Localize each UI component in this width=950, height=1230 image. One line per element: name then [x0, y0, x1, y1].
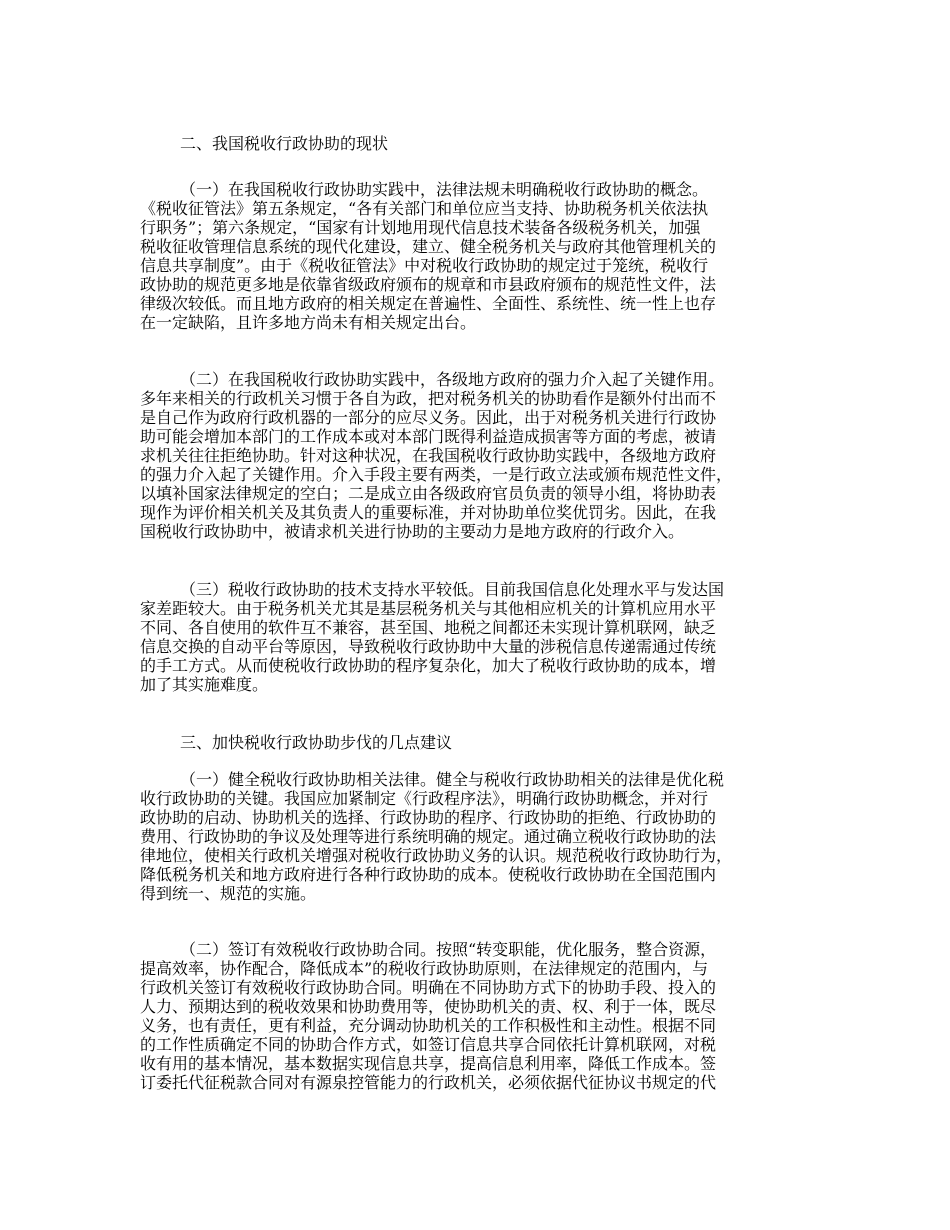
paragraph-line: （二）签订有效税收行政协助合同。按照“转变职能，优化服务，整合资源， — [180, 940, 717, 959]
paragraph-status-3 — [140, 580, 816, 694]
paragraph-line: 政协助的启动、协助机关的选择、行政协助的程序、行政协助的拒绝、行政协助的 — [140, 808, 717, 827]
paragraph-line: 信息交换的自动平台等原因，导致税收行政协助中大量的涉税信息传递需通过传统 — [140, 637, 717, 656]
paragraph-line: 行职务”；第六条规定，“国家有计划地用现代信息技术装备各级税务机关，加强 — [140, 218, 701, 237]
paragraph-line: 律级次较低。而且地方政府的相关规定在普遍性、全面性、系统性、统一性上也存 — [140, 294, 717, 313]
paragraph-line: 律地位，使相关行政机关增强对税收行政协助义务的认识。规范税收行政协助行为， — [140, 846, 733, 865]
paragraph-suggestion-2 — [140, 940, 816, 1092]
paragraph-line: 国税收行政协助中，被请求机关进行协助的主要动力是地方政府的行政介入。 — [140, 522, 685, 541]
paragraph-line: 的手工方式。从而使税收行政协助的程序复杂化，加大了税收行政协助的成本，增 — [140, 656, 717, 675]
paragraph-line: 求机关往往拒绝协助。针对这种状况，在我国税收行政协助实践中，各级地方政府 — [140, 446, 717, 465]
section-heading-suggestions: 三、加快税收行政协助步伐的几点建议 — [180, 733, 453, 752]
paragraph-line: 的工作性质确定不同的协助合作方式，如签订信息共享合同依托计算机联网，对税 — [140, 1035, 717, 1054]
paragraph-line: 收有用的基本情况，基本数据实现信息共享，提高信息利用率，降低工作成本。签 — [140, 1054, 717, 1073]
paragraph-line: 的强力介入起了关键作用。介入手段主要有两类，一是行政立法或颁布规范性文件， — [140, 465, 733, 484]
paragraph-line: 是自己作为政府行政机器的一部分的应尽义务。因此，出于对税务机关进行行政协 — [140, 408, 717, 427]
paragraph-line: （二）在我国税收行政协助实践中，各级地方政府的强力介入起了关键作用。 — [180, 370, 725, 389]
paragraph-line: 不同、各自使用的软件互不兼容，甚至国、地税之间都还未实现计算机联网，缺乏 — [140, 618, 717, 637]
paragraph-line: 助可能会增加本部门的工作成本或对本部门既得利益造成损害等方面的考虑，被请 — [140, 427, 717, 446]
paragraph-line: 现作为评价相关机关及其负责人的重要标准，并对协助单位奖优罚劣。因此，在我 — [140, 503, 717, 522]
paragraph-line: 义务，也有责任，更有利益，充分调动协助机关的工作积极性和主动性。根据不同 — [140, 1016, 717, 1035]
paragraph-line: 多年来相关的行政机关习惯于各自为政，把对税务机关的协助看作是额外付出而不 — [140, 389, 717, 408]
paragraph-line: 降低税务机关和地方政府进行各种行政协助的成本。使税收行政协助在全国范围内 — [140, 865, 717, 884]
paragraph-line: 费用、行政协助的争议及处理等进行系统明确的规定。通过确立税收行政协助的法 — [140, 827, 717, 846]
paragraph-line: 订委托代征税款合同对有源泉控管能力的行政机关，必须依据代征协议书规定的代 — [140, 1073, 717, 1092]
paragraph-line: 人力、预期达到的税收效果和协助费用等，使协助机关的责、权、利于一体，既尽 — [140, 997, 717, 1016]
paragraph-line: 家差距较大。由于税务机关尤其是基层税务机关与其他相应机关的计算机应用水平 — [140, 599, 717, 618]
paragraph-status-2 — [140, 370, 816, 541]
paragraph-line: 信息共享制度”。由于《税收征管法》中对税收行政协助的规定过于笼统，税收行 — [140, 256, 709, 275]
paragraph-line: 收行政协助的关键。我国应加紧制定《行政程序法》，明确行政协助概念，并对行 — [140, 789, 709, 808]
paragraph-line: 加了其实施难度。 — [140, 675, 269, 694]
paragraph-line: （一）健全税收行政协助相关法律。健全与税收行政协助相关的法律是优化税 — [180, 770, 725, 789]
paragraph-line: 《税收征管法》第五条规定，“各有关部门和单位应当支持、协助税务机关依法执 — [140, 199, 709, 218]
paragraph-line: 政协助的规范更多地是依靠省级政府颁布的规章和市县政府颁布的规范性文件，法 — [140, 275, 717, 294]
paragraph-line: 以填补国家法律规定的空白；二是成立由各级政府官员负责的领导小组，将协助表 — [140, 484, 717, 503]
paragraph-line: 提高效率，协作配合，降低成本”的税收行政协助原则，在法律规定的范围内，与 — [140, 959, 709, 978]
paragraph-status-1 — [140, 180, 816, 332]
paragraph-suggestion-1 — [140, 770, 816, 903]
paragraph-line: 税收征收管理信息系统的现代化建设，建立、健全税务机关与政府其他管理机关的 — [140, 237, 717, 256]
paragraph-line: 得到统一、规范的实施。 — [140, 884, 317, 903]
paragraph-line: 行政机关签订有效税收行政协助合同。明确在不同协助方式下的协助手段、投入的 — [140, 978, 717, 997]
section-heading-status: 二、我国税收行政协助的现状 — [180, 134, 389, 153]
paragraph-line: 在一定缺陷，且许多地方尚未有相关规定出台。 — [140, 313, 477, 332]
paragraph-line: （三）税收行政协助的技术支持水平较低。目前我国信息化处理水平与发达国 — [180, 580, 725, 599]
paragraph-line: （一）在我国税收行政协助实践中，法律法规未明确税收行政协助的概念。 — [180, 180, 709, 199]
